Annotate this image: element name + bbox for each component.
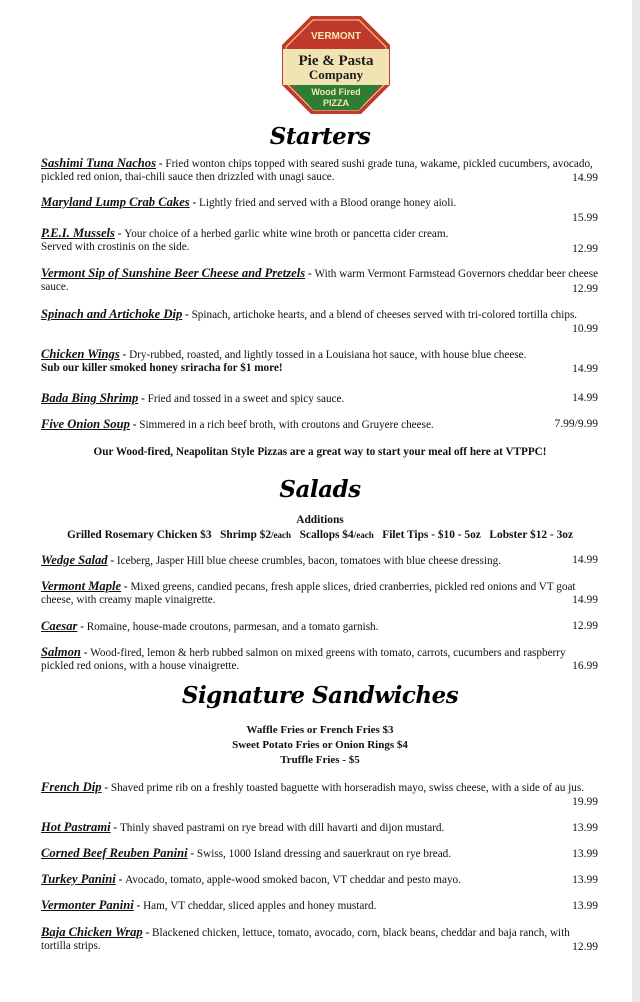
addition-lobster: Lobster $12 - 3oz	[489, 529, 574, 541]
item-price: 12.99	[572, 620, 598, 632]
side-option: Waffle Fries or French Fries $3	[246, 724, 394, 736]
menu-item: P.E.I. Mussels - Your choice of a herbed garlic white wine broth or pancetta cider cream. Served with crostinis on the side.	[41, 226, 449, 253]
logo-line1: Pie & Pasta	[298, 53, 374, 69]
item-price: 15.99	[572, 212, 598, 224]
menu-item: Corned Beef Reuben Panini - Swiss, 1000 Island dressing and sauerkraut on rye bread.	[41, 846, 452, 860]
menu-item: Vermont Maple - Mixed greens, candied pecans, fresh apple slices, dried cranberries, pickled red onions and VT goat cheese, with creamy maple vinaigrette.	[41, 579, 576, 606]
additions-list: Grilled Rosemary Chicken $3 Shrimp $2/each Scallops $4/each Filet Tips - $10 - 5oz Lobster $12 - 3oz	[66, 529, 574, 541]
menu-item: Hot Pastrami - Thinly shaved pastrami on rye bread with dill havarti and dijon mustard.	[41, 820, 445, 834]
side-option: Sweet Potato Fries or Onion Rings $4	[232, 739, 408, 751]
item-desc: Ham, VT cheddar, sliced apples and honey mustard.	[143, 900, 377, 912]
item-name: Chicken Wings	[41, 347, 120, 361]
item-desc: Fried and tossed in a sweet and spicy sauce.	[147, 393, 345, 405]
item-name: Salmon	[41, 645, 81, 659]
menu-item: Turkey Panini - Avocado, tomato, apple-wood smoked bacon, VT cheddar and pesto mayo.	[41, 872, 461, 886]
item-price: 14.99	[572, 363, 598, 375]
menu-item: Maryland Lump Crab Cakes - Lightly fried and served with a Blood orange honey aioli.	[41, 195, 457, 209]
menu-item: Vermont Sip of Sunshine Beer Cheese and Pretzels - With warm Vermont Farmstead Governors cheddar beer cheese sauce.	[41, 266, 599, 293]
item-desc: Your choice of a herbed garlic white wine broth or pancetta cider cream.	[124, 228, 449, 240]
addition-scallops: Scallops $4	[299, 529, 354, 541]
item-desc: Thinly shaved pastrami on rye bread with dill havarti and dijon mustard.	[119, 822, 445, 834]
menu-item: Five Onion Soup - Simmered in a rich beef broth, with croutons and Gruyere cheese.	[41, 417, 434, 431]
item-upsell: Sub our killer smoked honey sriracha for $1 more!	[41, 362, 283, 374]
menu-item: French Dip - Shaved prime rib on a freshly toasted baguette with horseradish mayo, swiss cheese, with a side of au jus.	[41, 780, 585, 794]
item-name: Sashimi Tuna Nachos	[41, 156, 157, 170]
restaurant-logo	[281, 15, 391, 115]
item-name: Wedge Salad	[41, 553, 108, 567]
menu-item: Salmon - Wood-fired, lemon & herb rubbed salmon on mixed greens with tomato, carrots, cucumbers and raspberry pickled red onions, with a house vinaigrette.	[41, 645, 566, 672]
item-desc: Wood-fired, lemon & herb rubbed salmon on mixed greens with tomato, carrots, cucumbers and raspberry pickled red onions, with a house vinaigrette.	[41, 647, 566, 672]
pizza-note: Our Wood-fired, Neapolitan Style Pizzas are a great way to start your meal off here at VTPPC!	[93, 446, 547, 458]
item-name: P.E.I. Mussels	[41, 226, 115, 240]
item-price: 10.99	[572, 323, 598, 335]
item-price: 14.99	[572, 594, 598, 606]
item-desc-2: Served with crostinis on the side.	[41, 241, 190, 253]
item-desc: Fried wonton chips topped with seared sushi grade tuna, wakame, pickled cucumbers, avocado, pickled red onion, thai-chili sauce then drizzled with unagi sauce.	[41, 158, 593, 183]
menu-item: Bada Bing Shrimp - Fried and tossed in a sweet and spicy sauce.	[41, 391, 345, 405]
item-desc: Simmered in a rich beef broth, with croutons and Gruyere cheese.	[139, 419, 434, 431]
item-name: Baja Chicken Wrap	[41, 925, 143, 939]
item-price: 13.99	[572, 900, 598, 912]
addition-shrimp: Shrimp $2	[220, 529, 272, 541]
item-price: 13.99	[572, 848, 598, 860]
item-price: 14.99	[572, 172, 598, 184]
item-desc: Blackened chicken, lettuce, tomato, avocado, corn, black beans, cheddar and baja ranch, with tortilla strips.	[41, 927, 570, 952]
item-price: 14.99	[572, 554, 598, 566]
logo-line4: PIZZA	[323, 98, 349, 108]
item-price: 13.99	[572, 822, 598, 834]
side-option: Truffle Fries - $5	[280, 754, 360, 766]
item-name: Maryland Lump Crab Cakes	[41, 195, 190, 209]
item-desc: Lightly fried and served with a Blood orange honey aioli.	[199, 197, 457, 209]
item-price: 12.99	[572, 941, 598, 953]
menu-item: Caesar - Romaine, house-made croutons, parmesan, and a tomato garnish.	[41, 619, 379, 633]
item-desc: With warm Vermont Farmstead Governors cheddar beer cheese sauce.	[41, 268, 599, 293]
item-price: 12.99	[572, 243, 598, 255]
sandwiches-title: Signature Sandwiches	[181, 682, 459, 709]
item-desc: Shaved prime rib on a freshly toasted baguette with horseradish mayo, swiss cheese, with a side of au jus.	[110, 782, 585, 794]
item-desc: Swiss, 1000 Island dressing and sauerkraut on rye bread.	[196, 848, 452, 860]
item-name: Corned Beef Reuben Panini	[41, 846, 188, 860]
item-price: 14.99	[572, 392, 598, 404]
item-price: 13.99	[572, 874, 598, 886]
item-desc: Dry-rubbed, roasted, and lightly tossed in a Louisiana hot sauce, with house blue cheese.	[129, 349, 527, 361]
item-name: Vermont Maple	[41, 579, 122, 593]
item-price: 7.99/9.99	[554, 418, 598, 430]
item-name: Hot Pastrami	[41, 820, 111, 834]
menu-item: Wedge Salad - Iceberg, Jasper Hill blue cheese crumbles, bacon, tomatoes with blue cheese dressing.	[41, 553, 501, 567]
menu-item: Vermonter Panini - Ham, VT cheddar, sliced apples and honey mustard.	[41, 898, 377, 912]
menu-item: Spinach and Artichoke Dip - Spinach, artichoke hearts, and a blend of cheeses served with tri-colored tortilla chips.	[41, 307, 578, 321]
item-name: Caesar	[41, 619, 78, 633]
logo-line3: Wood Fired	[311, 87, 361, 97]
logo-vermont-text: VERMONT	[311, 31, 361, 42]
item-name: French Dip	[41, 780, 102, 794]
item-name: Five Onion Soup	[41, 417, 130, 431]
menu-item: Chicken Wings - Dry-rubbed, roasted, and lightly tossed in a Louisiana hot sauce, with house blue cheese. Sub our killer smoked honey sriracha for $1 more!	[41, 347, 527, 374]
addition-filet: Filet Tips - $10 - 5oz	[382, 529, 481, 541]
item-desc: Romaine, house-made croutons, parmesan, and a tomato garnish.	[86, 621, 379, 633]
item-name: Bada Bing Shrimp	[41, 391, 139, 405]
item-name: Vermonter Panini	[41, 898, 134, 912]
starters-title: Starters	[269, 123, 371, 150]
item-desc: Avocado, tomato, apple-wood smoked bacon, VT cheddar and pesto mayo.	[125, 874, 461, 886]
item-desc: Iceberg, Jasper Hill blue cheese crumbles, bacon, tomatoes with blue cheese dressing.	[116, 555, 501, 567]
item-name: Spinach and Artichoke Dip	[41, 307, 183, 321]
logo-line2: Company	[308, 67, 364, 82]
item-price: 19.99	[572, 796, 598, 808]
addition-chicken: Grilled Rosemary Chicken $3	[66, 529, 212, 541]
item-name: Turkey Panini	[41, 872, 116, 886]
additions-title: Additions	[296, 514, 344, 526]
item-desc: Spinach, artichoke hearts, and a blend of cheeses served with tri-colored tortilla chips.	[191, 309, 578, 321]
salads-title: Salads	[279, 476, 361, 503]
menu-item: Sashimi Tuna Nachos - Fried wonton chips topped with seared sushi grade tuna, wakame, pickled cucumbers, avocado, pickled red onion, thai-chili sauce then drizzled with unagi sauce.	[41, 156, 593, 183]
item-price: 16.99	[572, 660, 598, 672]
item-desc: Mixed greens, candied pecans, fresh apple slices, dried cranberries, pickled red onions and VT goat cheese, with creamy maple vinaigrette.	[41, 581, 576, 606]
item-name: Vermont Sip of Sunshine Beer Cheese and Pretzels	[41, 266, 306, 280]
menu-item: Baja Chicken Wrap - Blackened chicken, lettuce, tomato, avocado, corn, black beans, cheddar and baja ranch, with tortilla strips.	[41, 925, 570, 952]
item-price: 12.99	[572, 283, 598, 295]
